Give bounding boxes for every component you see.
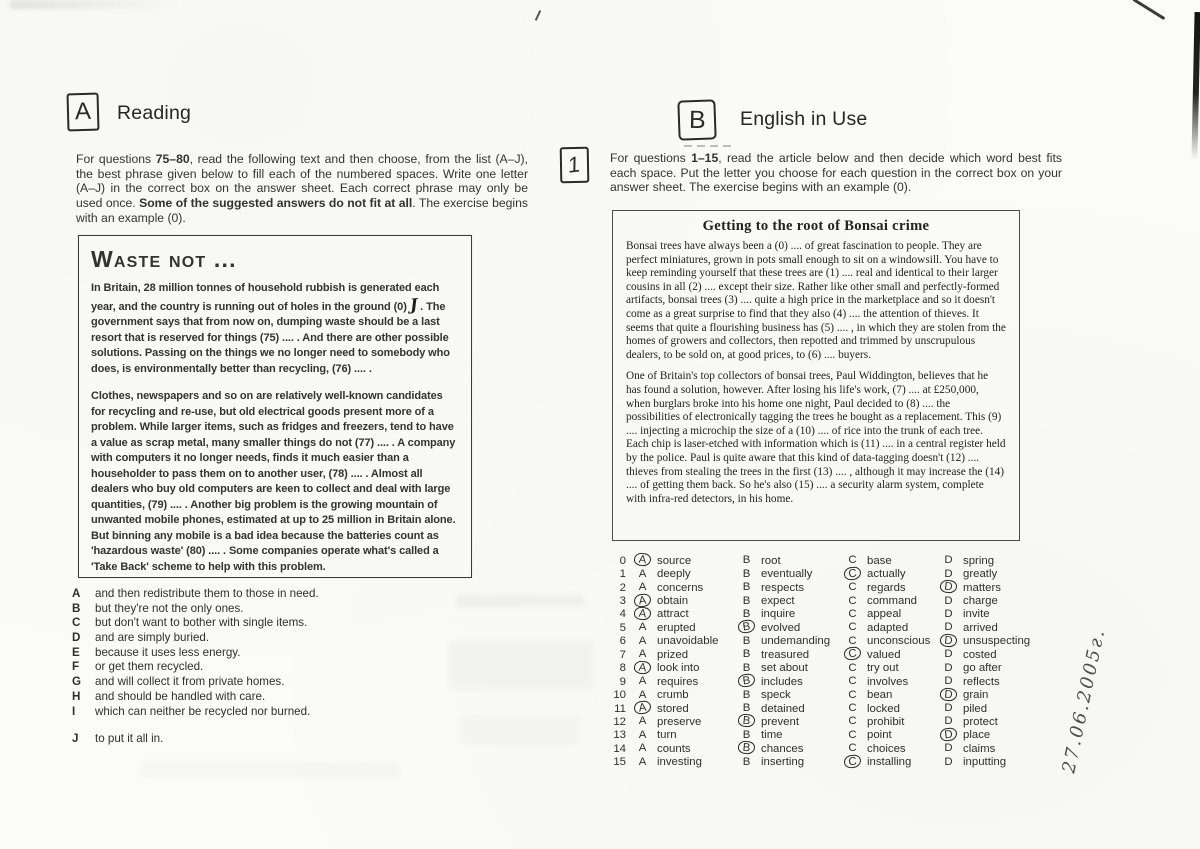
waste-not-passage-box bbox=[78, 235, 472, 578]
option-letter-a: A bbox=[638, 621, 647, 634]
option-letter-d: D bbox=[944, 675, 953, 688]
phrase-option-text: and then redistribute them to those in need. bbox=[95, 587, 319, 600]
article-paragraph-2: One of Britain's top collectors of bonsai trees, Paul Widdington, believes that he has found a solution, however. After losing his life's work, (7) .... at £250,000, when burglars broke into his home one night, Paul decided to (8) .... the possibilities of electronically tagging the trees he bought as a replacement. This (9) .... injecting a microchip the size of a (10) .... of rice into the trunk of each tree. Each chip is laser-etched with information which is (11) .... in a central register held by the police. Paul is quite aware that this kind of data-tagging doesn't (12) .... thieves from stealing the trees in the first (13) .... , although it may increase the (14) .... of getting them back. So he's also (15) .... a security alarm system, complete with infra-red detectors, in his home. bbox=[626, 370, 1006, 505]
option-word-b: detained bbox=[761, 702, 805, 715]
phrase-option-text: because it uses less energy. bbox=[95, 645, 241, 659]
multiple-choice-grid bbox=[604, 554, 1030, 769]
option-word-a: unavoidable bbox=[657, 635, 719, 648]
option-letter-b: B bbox=[742, 567, 751, 580]
option-word-b: respects bbox=[761, 581, 805, 594]
option-c bbox=[844, 729, 940, 742]
option-letter-c: C bbox=[848, 688, 857, 701]
option-word-a: stored bbox=[657, 702, 689, 715]
option-word-b: set about bbox=[761, 662, 808, 675]
option-letter-b: B bbox=[737, 619, 755, 634]
option-letter-d: D bbox=[944, 742, 953, 755]
phrase-option-text: and will collect it from private homes. bbox=[95, 675, 285, 689]
question-number: 6 bbox=[619, 635, 626, 648]
passage-paragraph-2: Clothes, newspapers and so on are relatively well-known candidates for recycling and re-use, but old electrical goods present more of a problem. While larger items, such as fridges and freezers, tend to have a value as scrap metal, many smaller things do not (77) .... . A company with computers it no longer needs, finds it much easier than a householder to pass them on to another user, (78) .... . Almost all dealers who buy old computers are keen to collect and deal with large quantities, (79) .... . Another big problem is the growing mountain of unwanted mobile phones, estimated at up to 25 million in Britain alone. But binning any mobile is a bad idea because the batteries count as 'hazardous waste' (80) .... . Some companies operate what's called a 'Take Back' scheme to help with this problem. bbox=[91, 390, 456, 573]
option-word-b: evolved bbox=[761, 621, 801, 634]
question-number: 5 bbox=[619, 621, 626, 634]
question-number: 7 bbox=[619, 648, 626, 661]
option-a bbox=[634, 675, 738, 688]
option-d bbox=[940, 648, 997, 661]
answer-row bbox=[604, 621, 1030, 634]
option-word-a: concerns bbox=[657, 581, 704, 594]
option-word-a: attract bbox=[657, 608, 689, 621]
option-word-a: obtain bbox=[657, 595, 689, 608]
option-letter-c: C bbox=[848, 715, 857, 728]
answer-row bbox=[604, 554, 1030, 567]
option-word-a: turn bbox=[657, 729, 677, 742]
option-word-b: expect bbox=[761, 595, 795, 608]
option-letter-a: A bbox=[638, 715, 647, 728]
option-letter-d: D bbox=[944, 755, 953, 768]
option-b bbox=[738, 635, 844, 648]
option-letter-b: B bbox=[742, 728, 751, 741]
option-c bbox=[844, 702, 940, 715]
phrase-option-row bbox=[72, 705, 319, 720]
option-word-d: greatly bbox=[963, 568, 998, 581]
option-word-d: charge bbox=[963, 595, 998, 608]
option-word-a: erupted bbox=[657, 621, 696, 634]
instr-text: For questions bbox=[610, 151, 692, 165]
option-word-c: appeal bbox=[867, 608, 902, 621]
phrase-option-row bbox=[72, 631, 319, 646]
option-word-d: inputting bbox=[963, 756, 1007, 769]
phrase-option-letter: F bbox=[72, 660, 80, 674]
answer-row bbox=[604, 675, 1030, 688]
section-a-box bbox=[67, 93, 100, 132]
option-word-c: choices bbox=[867, 742, 906, 755]
option-word-b: treasured bbox=[761, 648, 810, 661]
answer-row bbox=[604, 688, 1030, 701]
option-word-c: command bbox=[867, 595, 918, 608]
passage-paragraph-1 bbox=[91, 281, 459, 377]
option-a bbox=[634, 715, 738, 728]
option-letter-a: A bbox=[638, 742, 647, 755]
option-letter-d: D bbox=[939, 727, 957, 742]
option-letter-c: C bbox=[843, 754, 861, 769]
option-c bbox=[844, 649, 940, 661]
phrase-option-row bbox=[72, 616, 319, 631]
option-c bbox=[844, 635, 940, 648]
option-d bbox=[940, 742, 995, 755]
option-c bbox=[844, 595, 940, 608]
instr-question-range: 75–80 bbox=[155, 152, 190, 166]
phrase-option-letter: I bbox=[72, 704, 76, 718]
option-letter-d: D bbox=[944, 702, 953, 715]
question-number: 2 bbox=[619, 581, 626, 594]
ink-showthrough bbox=[460, 715, 580, 745]
phrase-option-row bbox=[72, 646, 319, 661]
answer-row bbox=[604, 635, 1030, 648]
option-c bbox=[844, 608, 940, 621]
option-letter-c: C bbox=[848, 581, 857, 594]
option-b bbox=[738, 648, 844, 661]
phrase-option-text: to put it all in. bbox=[95, 732, 164, 746]
option-letter-a: A bbox=[638, 634, 647, 647]
option-letter-d: D bbox=[944, 567, 953, 580]
option-a bbox=[634, 581, 738, 594]
option-b bbox=[738, 581, 844, 594]
instr-text: . The exercise begins with an example (0). bbox=[76, 196, 529, 225]
option-word-b: prevent bbox=[761, 715, 799, 728]
article-paragraph-1: Bonsai trees have always been a (0) .... of great fascination to people. They are perfect miniatures, grown in pots small enough to sit on a windowsill. You have to keep reminding yourself that these trees are (1) .... real and identical to their larger cousins in all (2) .... except their size. Rather like other small and perfectly-formed artifacts, bonsai trees (3) .... quite a high price in the marketplace and so it doesn't come as a great surprise to find that they also (4) .... the attention of thieves. It seems that quite a flourishing business has (5) .... , in which they are stolen from the homes of growers and collectors, then repotted and trimmed by unscrupulous dealers, to be sold on, at good prices, to (6) .... buyers. bbox=[626, 240, 1006, 361]
option-word-a: crumb bbox=[657, 689, 689, 702]
option-word-d: unsuspecting bbox=[963, 635, 1031, 648]
phrase-option-text: and should be handled with care. bbox=[95, 689, 266, 703]
option-letter-a: A bbox=[638, 755, 647, 768]
section-b-box bbox=[677, 99, 716, 140]
phrase-option-text: but they're not the only ones. bbox=[95, 601, 244, 615]
answer-row bbox=[604, 756, 1030, 769]
question-number: 14 bbox=[613, 742, 626, 755]
phrase-option-row bbox=[72, 660, 319, 675]
option-word-c: adapted bbox=[867, 621, 909, 634]
option-letter-b: B bbox=[742, 702, 751, 715]
option-word-c: involves bbox=[867, 675, 909, 688]
option-letter-c: C bbox=[848, 742, 857, 755]
option-word-d: reflects bbox=[963, 675, 1000, 688]
option-letter-d: D bbox=[944, 607, 953, 620]
passage-text: . The government says that from now on, dumping waste should be a last resort that is reserved for things (75) .... . And there are other possible solutions. Passing on the things we no longer need to somebody who does, is environmentally better than recycling, (76) .... . bbox=[91, 300, 450, 375]
option-b bbox=[738, 568, 844, 581]
option-a bbox=[634, 568, 738, 581]
option-letter-d: D bbox=[944, 594, 953, 607]
answer-row bbox=[604, 742, 1030, 755]
option-word-b: root bbox=[761, 554, 781, 567]
instr-text: , read the article below and then decide which word best fits each space. Put the letter you choose for each question in the correct box on your answer sheet. The exercise begins with an example (0). bbox=[610, 151, 1062, 195]
question-number: 8 bbox=[619, 662, 626, 675]
option-a bbox=[634, 742, 738, 755]
option-word-a: source bbox=[657, 554, 692, 567]
option-c bbox=[844, 621, 940, 634]
option-c bbox=[844, 715, 940, 728]
answer-row bbox=[604, 715, 1030, 728]
option-b bbox=[738, 676, 844, 688]
reading-instructions bbox=[76, 152, 528, 226]
question-number: 9 bbox=[619, 675, 626, 688]
option-letter-c: C bbox=[843, 646, 861, 661]
option-word-c: valued bbox=[867, 648, 901, 661]
phrase-option-row bbox=[72, 690, 319, 705]
option-d bbox=[940, 662, 1002, 675]
scan-smudge bbox=[10, 0, 180, 9]
option-b bbox=[738, 608, 844, 621]
phrase-option-letter: G bbox=[72, 675, 82, 689]
question-number: 13 bbox=[613, 729, 626, 742]
option-c bbox=[844, 742, 940, 755]
option-a bbox=[634, 621, 738, 634]
question-number: 3 bbox=[619, 595, 626, 608]
option-c bbox=[844, 689, 940, 702]
option-letter-a: A bbox=[638, 675, 647, 688]
option-word-a: requires bbox=[657, 675, 699, 688]
question-number: 12 bbox=[613, 715, 626, 728]
option-b bbox=[738, 595, 844, 608]
section-b-letter: B bbox=[688, 105, 706, 134]
handwritten-date: 27.06.2005г. bbox=[1058, 625, 1110, 776]
option-b bbox=[738, 743, 844, 755]
option-c bbox=[844, 662, 940, 675]
option-letter-d: D bbox=[944, 661, 953, 674]
option-c bbox=[844, 581, 940, 594]
option-letter-b: B bbox=[737, 673, 755, 688]
option-b bbox=[738, 716, 844, 728]
option-letter-d: D bbox=[944, 648, 953, 661]
instr-question-range: 1–15 bbox=[691, 151, 719, 165]
pen-stroke-mark bbox=[1133, 0, 1166, 20]
phrase-option-row bbox=[72, 587, 319, 602]
option-letter-c: C bbox=[848, 634, 857, 647]
question-number: 1 bbox=[619, 568, 626, 581]
option-word-d: costed bbox=[963, 648, 997, 661]
option-word-a: preserve bbox=[657, 715, 702, 728]
option-word-c: regards bbox=[867, 581, 906, 594]
option-b bbox=[738, 689, 844, 702]
question-number: 11 bbox=[614, 702, 626, 715]
scan-page-edge bbox=[1191, 12, 1200, 160]
answer-row bbox=[604, 581, 1030, 594]
option-b bbox=[738, 729, 844, 742]
option-letter-d: D bbox=[944, 554, 953, 567]
option-letter-b: B bbox=[742, 648, 751, 661]
question-number: 4 bbox=[619, 608, 626, 621]
option-word-d: place bbox=[963, 729, 991, 742]
option-a bbox=[634, 756, 738, 769]
option-letter-a: A bbox=[633, 700, 651, 715]
phrase-option-text: and are simply buried. bbox=[95, 631, 210, 645]
option-letter-a: A bbox=[638, 728, 647, 741]
option-word-c: point bbox=[867, 729, 892, 742]
option-word-c: prohibit bbox=[867, 715, 905, 728]
phrase-option-letter: J bbox=[72, 732, 79, 746]
option-letter-a: A bbox=[638, 567, 647, 580]
answer-row bbox=[604, 729, 1030, 742]
phrase-option-text: but don't want to bother with single items. bbox=[95, 616, 308, 630]
answer-row bbox=[604, 594, 1030, 607]
option-word-b: eventually bbox=[761, 568, 813, 581]
option-letter-b: B bbox=[742, 581, 751, 594]
option-letter-a: A bbox=[638, 688, 647, 701]
passage-text: In Britain, 28 million tonnes of household rubbish is generated each year, and the country is running out of holes in the ground (0) bbox=[91, 282, 440, 313]
option-letter-b: B bbox=[737, 714, 755, 729]
phrase-option-letter: A bbox=[72, 587, 81, 600]
task-number-box bbox=[560, 147, 590, 184]
option-c bbox=[844, 568, 940, 580]
option-word-b: time bbox=[761, 729, 783, 742]
pen-tick-mark bbox=[535, 10, 541, 21]
english-in-use-section-title: English in Use bbox=[740, 108, 868, 130]
ink-showthrough bbox=[455, 595, 585, 607]
option-word-d: protect bbox=[963, 715, 998, 728]
option-d bbox=[940, 554, 994, 567]
answer-row bbox=[604, 608, 1030, 621]
option-word-b: speck bbox=[761, 689, 791, 702]
option-d bbox=[940, 621, 998, 634]
option-word-d: grain bbox=[963, 689, 989, 702]
option-letter-a: A bbox=[633, 660, 651, 675]
option-word-d: piled bbox=[963, 702, 988, 715]
option-a bbox=[634, 729, 738, 742]
answer-row bbox=[604, 662, 1030, 675]
option-word-a: investing bbox=[657, 756, 702, 769]
option-letter-c: C bbox=[848, 554, 857, 567]
option-d bbox=[940, 582, 1001, 594]
phrase-option-letter: H bbox=[72, 689, 81, 703]
option-d bbox=[940, 729, 990, 741]
option-letter-d: D bbox=[944, 621, 953, 634]
phrase-option-row bbox=[72, 732, 319, 747]
option-d bbox=[940, 756, 1006, 769]
phrase-option-text: which can neither be recycled nor burned. bbox=[95, 704, 311, 718]
option-a bbox=[634, 608, 738, 620]
option-word-c: base bbox=[867, 554, 892, 567]
option-a bbox=[634, 595, 738, 607]
option-word-a: prized bbox=[657, 648, 689, 661]
option-letter-b: B bbox=[742, 594, 751, 607]
option-d bbox=[940, 689, 988, 701]
option-d bbox=[940, 675, 1000, 688]
question-number: 15 bbox=[613, 756, 626, 769]
option-word-d: invite bbox=[963, 608, 990, 621]
answer-row bbox=[604, 567, 1030, 580]
option-word-c: unconscious bbox=[867, 635, 931, 648]
option-letter-b: B bbox=[742, 554, 751, 567]
instr-bold-note: Some of the suggested answers do not fit at all bbox=[139, 196, 413, 211]
option-word-b: includes bbox=[761, 675, 803, 688]
option-letter-b: B bbox=[742, 634, 751, 647]
option-a bbox=[634, 662, 738, 674]
option-letter-a: A bbox=[633, 606, 651, 621]
option-letter-a: A bbox=[638, 581, 647, 594]
option-word-b: inserting bbox=[761, 756, 805, 769]
option-letter-c: C bbox=[848, 675, 857, 688]
option-word-a: look into bbox=[657, 662, 700, 675]
option-a bbox=[634, 555, 738, 567]
option-word-d: claims bbox=[963, 742, 996, 755]
phrase-option-letter: D bbox=[72, 631, 81, 645]
reading-section-title: Reading bbox=[117, 102, 192, 124]
option-word-c: try out bbox=[867, 662, 899, 675]
option-word-c: bean bbox=[867, 689, 893, 702]
option-letter-c: C bbox=[843, 566, 861, 581]
option-d bbox=[940, 635, 1030, 647]
phrase-option-row bbox=[72, 602, 319, 617]
option-d bbox=[940, 568, 997, 581]
option-a bbox=[634, 703, 738, 715]
bonsai-article-box bbox=[612, 210, 1020, 541]
option-letter-b: B bbox=[742, 661, 751, 674]
option-b bbox=[738, 622, 844, 634]
section-a-letter: A bbox=[74, 97, 92, 126]
option-word-d: spring bbox=[963, 554, 995, 567]
option-letter-b: B bbox=[742, 755, 751, 768]
option-letter-b: B bbox=[737, 740, 755, 755]
option-word-b: undemanding bbox=[761, 635, 831, 648]
option-word-d: go after bbox=[963, 662, 1002, 675]
option-word-c: actually bbox=[867, 568, 906, 581]
instr-text: For questions bbox=[76, 152, 156, 166]
option-letter-c: C bbox=[848, 728, 857, 741]
question-number: 10 bbox=[613, 689, 626, 702]
task-number: 1 bbox=[568, 151, 581, 178]
option-letter-d: D bbox=[939, 687, 957, 702]
english-in-use-instructions bbox=[610, 151, 1062, 195]
ink-showthrough bbox=[140, 762, 400, 778]
option-letter-d: D bbox=[939, 633, 957, 648]
question-number: 0 bbox=[619, 554, 626, 567]
phrase-option-row bbox=[72, 675, 319, 690]
option-word-c: locked bbox=[867, 702, 900, 715]
option-a bbox=[634, 635, 738, 648]
option-a bbox=[634, 648, 738, 661]
answer-row bbox=[604, 702, 1030, 715]
option-letter-a: A bbox=[633, 593, 651, 608]
option-word-a: deeply bbox=[657, 568, 691, 581]
option-letter-c: C bbox=[848, 661, 857, 674]
option-b bbox=[738, 662, 844, 675]
option-letter-d: D bbox=[939, 579, 957, 594]
option-word-a: counts bbox=[657, 742, 691, 755]
option-c bbox=[844, 675, 940, 688]
option-d bbox=[940, 702, 987, 715]
instr-text: , read the following text and then choose, from the list (A–J), the best phrase given below to fill each of the numbered spaces. Write one letter (A–J) in the correct box on the answer sheet. Each correct phrase may only be used once. bbox=[76, 152, 528, 211]
option-b bbox=[738, 702, 844, 715]
phrase-option-text: or get them recycled. bbox=[95, 660, 204, 674]
option-letter-c: C bbox=[848, 607, 857, 620]
option-b bbox=[738, 756, 844, 769]
option-c bbox=[844, 554, 940, 567]
phrase-option-letter: B bbox=[72, 601, 81, 615]
option-word-b: chances bbox=[761, 742, 804, 755]
option-d bbox=[940, 608, 990, 621]
option-letter-a: A bbox=[638, 648, 647, 661]
erased-print-trace bbox=[684, 145, 732, 147]
phrase-option-letter: C bbox=[72, 616, 81, 630]
phrase-option-letter: E bbox=[72, 645, 80, 659]
option-a bbox=[634, 689, 738, 702]
option-letter-c: C bbox=[848, 621, 857, 634]
handwritten-example-answer: J bbox=[409, 294, 418, 314]
option-letter-c: C bbox=[848, 702, 857, 715]
answer-row bbox=[604, 648, 1030, 661]
option-letter-c: C bbox=[848, 594, 857, 607]
option-c bbox=[844, 756, 940, 768]
phrase-options-list bbox=[72, 587, 319, 747]
option-letter-b: B bbox=[742, 607, 751, 620]
option-letter-d: D bbox=[944, 715, 953, 728]
passage-title: Waste not ... bbox=[91, 246, 237, 272]
option-d bbox=[940, 715, 998, 728]
option-word-c: installing bbox=[867, 756, 912, 769]
option-letter-b: B bbox=[742, 688, 751, 701]
option-letter-a: A bbox=[633, 552, 651, 567]
ink-showthrough bbox=[450, 640, 595, 690]
option-d bbox=[940, 595, 998, 608]
option-word-d: matters bbox=[963, 581, 1001, 594]
option-word-b: inquire bbox=[761, 608, 796, 621]
option-b bbox=[738, 554, 844, 567]
option-word-d: arrived bbox=[963, 621, 998, 634]
article-title: Getting to the root of Bonsai crime bbox=[702, 218, 930, 234]
